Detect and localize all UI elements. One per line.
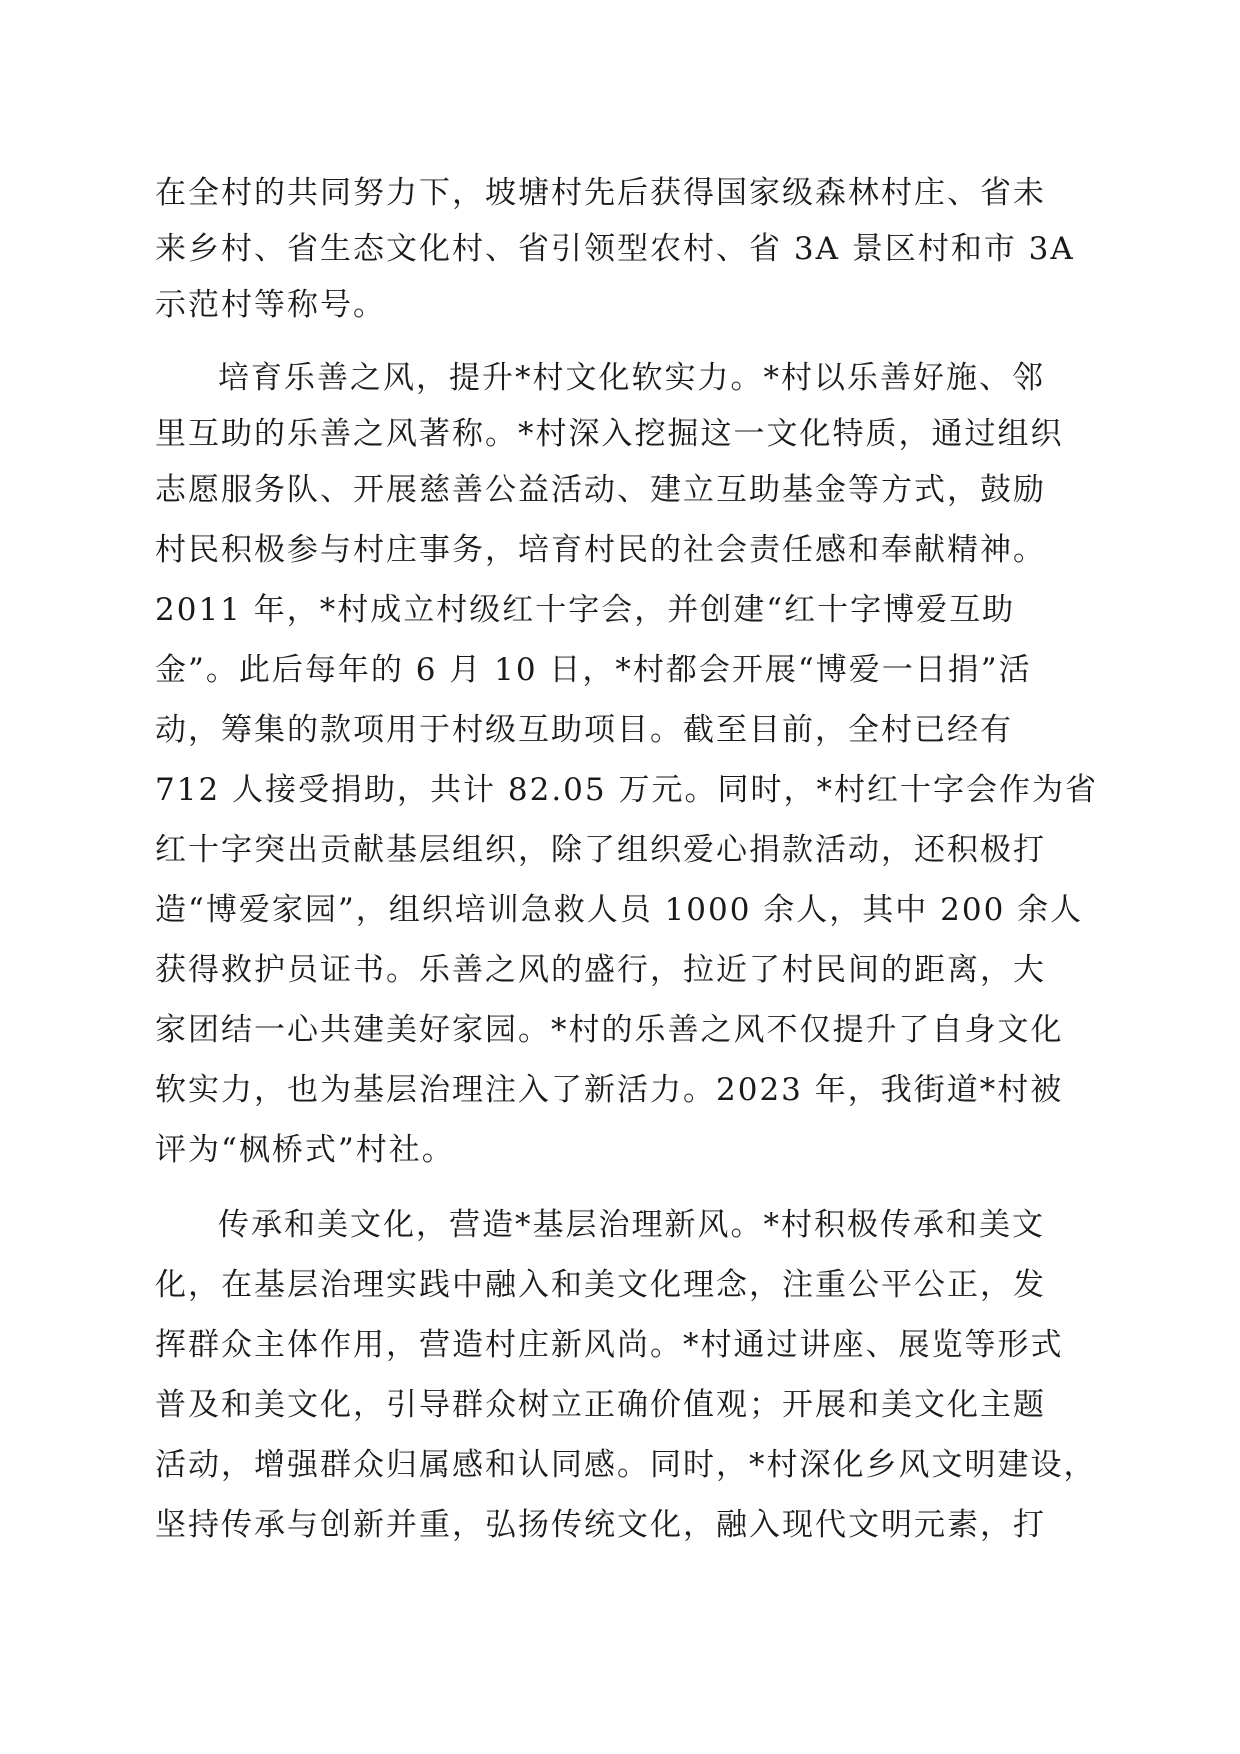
text-line-14: 获得救护员证书。乐善之风的盛行，拉近了村民间的距离，大 bbox=[155, 952, 1046, 988]
text-line-6: 志愿服务队、开展慈善公益活动、建立互助基金等方式，鼓励 bbox=[155, 472, 1046, 508]
text-line-12: 红十字突出贡献基层组织，除了组织爱心捐款活动，还积极打 bbox=[155, 832, 1046, 868]
text-line-9: 金”。此后每年的 6 月 10 日，*村都会开展“博爱一日捐”活 bbox=[155, 652, 1032, 688]
text-line-23: 坚持传承与创新并重，弘扬传统文化，融入现代文明元素，打 bbox=[155, 1507, 1046, 1543]
text-line-21: 普及和美文化，引导群众树立正确价值观；开展和美文化主题 bbox=[155, 1387, 1046, 1423]
text-line-17: 评为“枫桥式”村社。 bbox=[155, 1132, 455, 1168]
text-line-16: 软实力，也为基层治理注入了新活力。2023 年，我街道*村被 bbox=[155, 1072, 1064, 1108]
text-line-8: 2011 年，*村成立村级红十字会，并创建“红十字博爱互助 bbox=[155, 592, 1016, 628]
text-line-13: 造“博爱家园”，组织培训急救人员 1000 余人，其中 200 余人 bbox=[155, 892, 1084, 928]
text-line-19: 化，在基层治理实践中融入和美文化理念，注重公平公正，发 bbox=[155, 1267, 1046, 1303]
text-line-5: 里互助的乐善之风著称。*村深入挖掘这一文化特质，通过组织 bbox=[155, 416, 1064, 452]
paragraph-2-first-line: 培育乐善之风，提升*村文化软实力。*村以乐善好施、邻 bbox=[218, 360, 1045, 396]
text-line-20: 挥群众主体作用，营造村庄新风尚。*村通过讲座、展览等形式 bbox=[155, 1327, 1064, 1363]
text-line-7: 村民积极参与村庄事务，培育村民的社会责任感和奉献精神。 bbox=[155, 532, 1046, 568]
text-line-2: 来乡村、省生态文化村、省引领型农村、省 3A 景区村和市 3A bbox=[155, 231, 1075, 267]
text-line-15: 家团结一心共建美好家园。*村的乐善之风不仅提升了自身文化 bbox=[155, 1012, 1064, 1048]
text-line-3: 示范村等称号。 bbox=[155, 287, 386, 323]
text-line-10: 动，筹集的款项用于村级互助项目。截至目前，全村已经有 bbox=[155, 712, 1013, 748]
text-line-11: 712 人接受捐助，共计 82.05 万元。同时，*村红十字会作为省 bbox=[155, 772, 1098, 808]
paragraph-3-first-line: 传承和美文化，营造*基层治理新风。*村积极传承和美文 bbox=[218, 1207, 1045, 1243]
text-line-22: 活动，增强群众归属感和认同感。同时，*村深化乡风文明建设， bbox=[155, 1447, 1097, 1483]
text-line-1: 在全村的共同努力下，坡塘村先后获得国家级森林村庄、省未 bbox=[155, 175, 1046, 211]
